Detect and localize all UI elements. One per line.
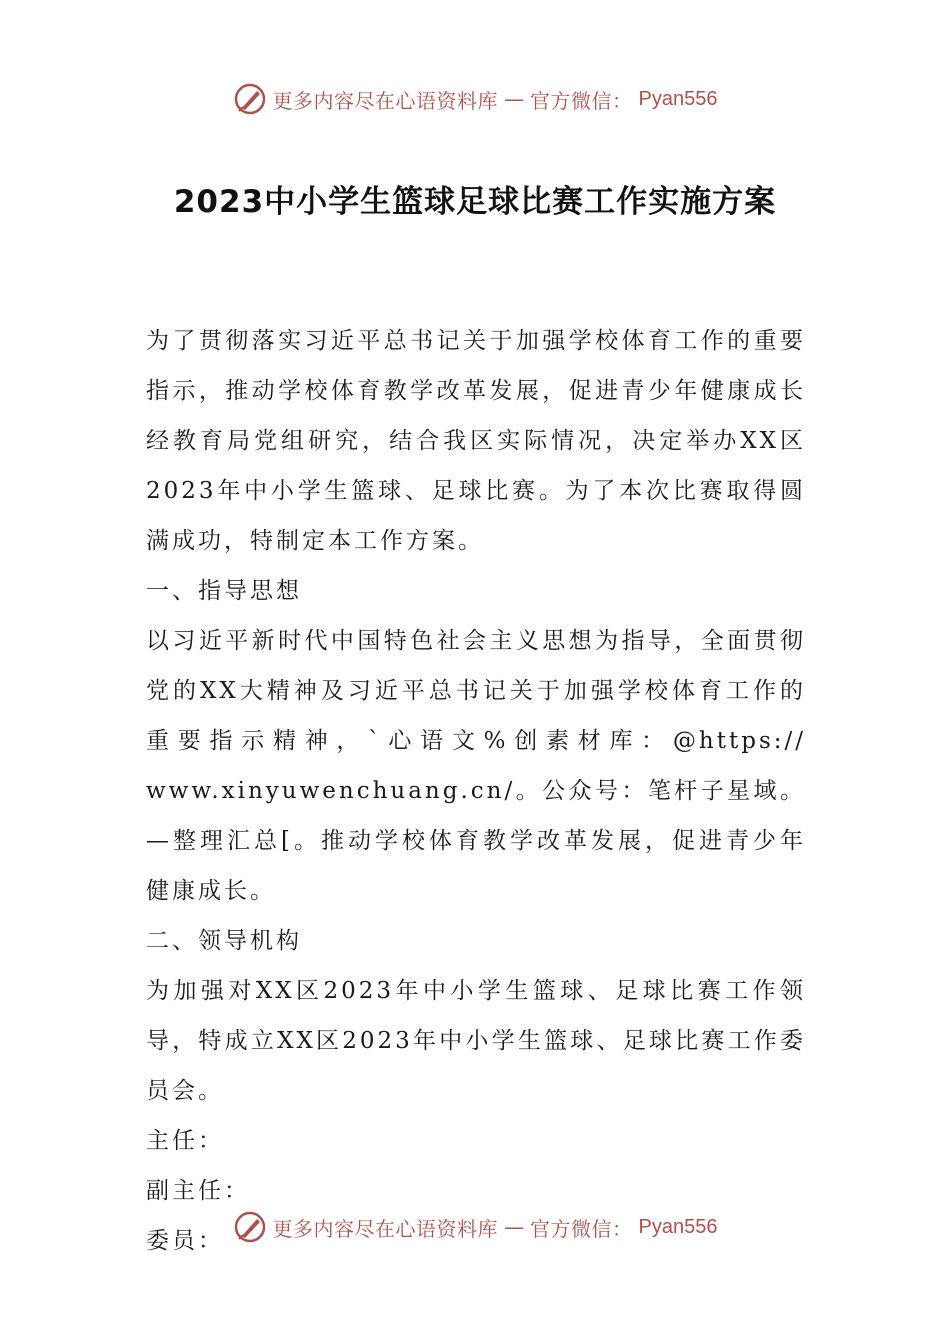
document-title: 2023中小学生篮球足球比赛工作实施方案	[173, 184, 777, 220]
watermark-banner-bottom	[0, 1210, 950, 1244]
watermark-text: 更多内容尽在心语资料库	[272, 1216, 499, 1241]
members-line: 委员：	[146, 1228, 224, 1254]
watermark-official: 官方微信：	[530, 1216, 633, 1241]
section2-heading: 二、领导机构	[146, 928, 302, 954]
watermark-official: 官方微信：	[530, 88, 633, 113]
deputy-director-line: 副主任：	[146, 1178, 250, 1204]
intro-paragraph: 为了贯彻落实习近平总书记关于加强学校体育工作的重要指示，推动学校体育教学改革发展，促进青少年健康成长经教育局党组研究，结合我区实际情况，决定举办XX区2023年中小学生篮球、足球比赛。为了本次比赛取得圆满成功，特制定本工作方案。	[146, 328, 806, 554]
quill-pen-icon	[233, 1210, 267, 1244]
section1-heading: 一、指导思想	[146, 578, 302, 604]
section2-paragraph: 为加强对XX区2023年中小学生篮球、足球比赛工作领导，特成立XX区2023年中小学生篮球、足球比赛工作委员会。	[146, 978, 806, 1104]
watermark-id: Pyan556	[638, 1215, 718, 1238]
document-body	[146, 316, 806, 1266]
watermark-id: Pyan556	[638, 87, 718, 110]
section1-paragraph-a: 以习近平新时代中国特色社会主义思想为指导，全面贯彻党的XX大精神及习近平总书记关于加强学校体育工作的重要指示精神，`心语文%创素材库：@https://	[146, 628, 806, 754]
section1-paragraph-b: www.xinyuwenchuang.cn/。公众号：笔杆子星域。—整理汇总[。推动学校体育教学改革发展，促进青少年健康成长。	[146, 778, 806, 904]
watermark-text: 更多内容尽在心语资料库	[272, 88, 499, 113]
director-line: 主任：	[146, 1128, 224, 1154]
quill-pen-icon	[233, 82, 267, 116]
watermark-banner-top	[0, 82, 950, 116]
watermark-separator: —	[504, 1215, 525, 1239]
watermark-separator: —	[504, 87, 525, 111]
